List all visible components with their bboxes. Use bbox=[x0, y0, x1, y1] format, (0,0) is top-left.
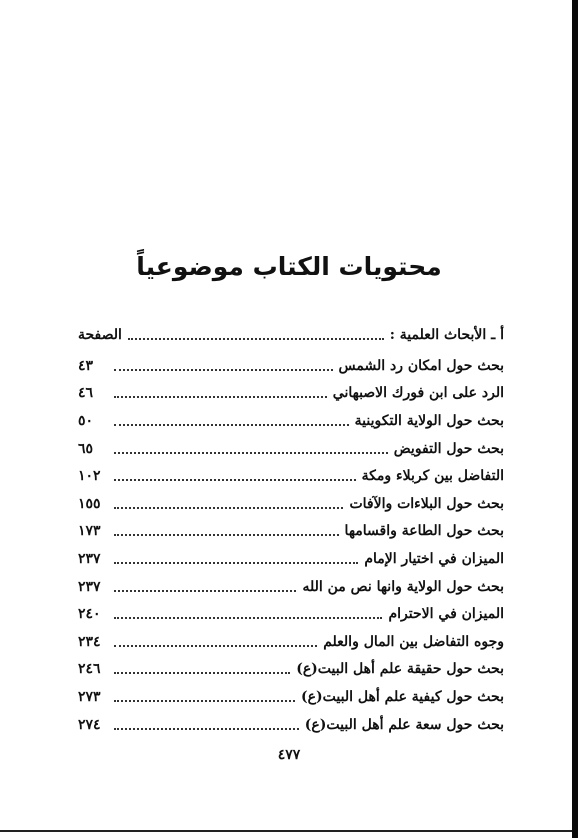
toc-entry-title: الميزان في اختيار الإمام bbox=[364, 550, 504, 567]
leader-dots bbox=[114, 534, 339, 536]
toc-entry-page: ٢٣٧ bbox=[78, 550, 101, 567]
toc-entry-page: ١٠٢ bbox=[78, 468, 101, 485]
leader-dots bbox=[114, 452, 388, 454]
toc-entry-title: بحث حول سعة علم أهل البيت(ع) bbox=[304, 716, 504, 733]
toc-entry-page: ٢٧٤ bbox=[78, 716, 101, 733]
toc-entry bbox=[78, 656, 504, 684]
toc-entry bbox=[78, 545, 504, 573]
toc-entry bbox=[78, 683, 504, 711]
toc-entry bbox=[78, 380, 504, 408]
page-edge-line bbox=[0, 830, 578, 832]
leader-dots bbox=[128, 338, 384, 340]
toc-entry-page: ٢٣٤ bbox=[78, 633, 101, 650]
toc-entry-page: ١٥٥ bbox=[78, 495, 101, 512]
toc-entry-title: بحث حول الولاية وانها نص من الله bbox=[302, 578, 504, 595]
toc-entry-page: ٥٠ bbox=[78, 412, 94, 429]
leader-dots bbox=[114, 507, 343, 509]
leader-dots bbox=[114, 479, 356, 481]
toc-entry-page: ٢٣٧ bbox=[78, 578, 101, 595]
leader-dots bbox=[114, 672, 290, 674]
toc-entry-page: ٢٤٦ bbox=[78, 661, 101, 678]
toc-entry bbox=[78, 573, 504, 601]
page-title: محتويات الكتاب موضوعياً bbox=[136, 252, 442, 281]
toc-entry-title: بحث حول امكان رد الشمس bbox=[338, 357, 504, 374]
toc-entry-page: ٤٦ bbox=[78, 385, 94, 402]
leader-dots bbox=[114, 700, 295, 702]
toc-entry-title: بحث حول البلاءات والآفات bbox=[349, 495, 504, 512]
toc-entry-title: بحث حول الولاية التكوينية bbox=[354, 412, 504, 429]
page-number: ٤٧٧ bbox=[277, 747, 301, 763]
toc-entry-title: بحث حول حقيقة علم أهل البيت(ع) bbox=[296, 661, 504, 678]
toc-entry-title: بحث حول الطاعة واقسامها bbox=[344, 523, 504, 540]
toc-list bbox=[78, 352, 504, 738]
toc-entry-page: ٢٧٣ bbox=[78, 688, 101, 705]
leader-dots bbox=[114, 728, 299, 730]
toc-entry bbox=[78, 435, 504, 463]
leader-dots bbox=[114, 590, 296, 592]
toc-entry-page: ١٧٣ bbox=[78, 523, 101, 540]
page-column-label: الصفحة bbox=[78, 327, 122, 343]
section-header-row bbox=[78, 323, 504, 347]
leader-dots bbox=[114, 645, 317, 647]
toc-entry-title: بحث حول التفويض bbox=[393, 440, 504, 457]
leader-dots bbox=[114, 617, 382, 619]
toc-entry-title: بحث حول كيفية علم أهل البيت(ع) bbox=[301, 688, 504, 705]
leader-dots bbox=[114, 396, 327, 398]
page-edge-shadow bbox=[572, 0, 578, 838]
toc-entry-page: ٤٣ bbox=[78, 357, 94, 374]
toc-entry bbox=[78, 352, 504, 380]
toc-entry-title: الميزان في الاحترام bbox=[388, 606, 504, 623]
toc-entry bbox=[78, 490, 504, 518]
toc-entry-title: الرد على ابن فورك الاصبهاني bbox=[332, 385, 504, 402]
section-heading: أ ـ الأبحاث العلمية : bbox=[389, 327, 504, 343]
toc-entry bbox=[78, 600, 504, 628]
toc-entry bbox=[78, 628, 504, 656]
toc-entry bbox=[78, 462, 504, 490]
toc-entry bbox=[78, 711, 504, 739]
toc-entry-title: وجوه التفاضل بين المال والعلم bbox=[323, 633, 504, 650]
toc-entry-page: ٦٥ bbox=[78, 440, 94, 457]
toc-entry bbox=[78, 407, 504, 435]
leader-dots bbox=[114, 424, 349, 426]
leader-dots bbox=[114, 562, 358, 564]
toc-entry bbox=[78, 518, 504, 546]
toc-entry-page: ٢٤٠ bbox=[78, 606, 101, 623]
leader-dots bbox=[114, 369, 333, 371]
toc-entry-title: التفاضل بين كربلاء ومكة bbox=[361, 468, 504, 485]
